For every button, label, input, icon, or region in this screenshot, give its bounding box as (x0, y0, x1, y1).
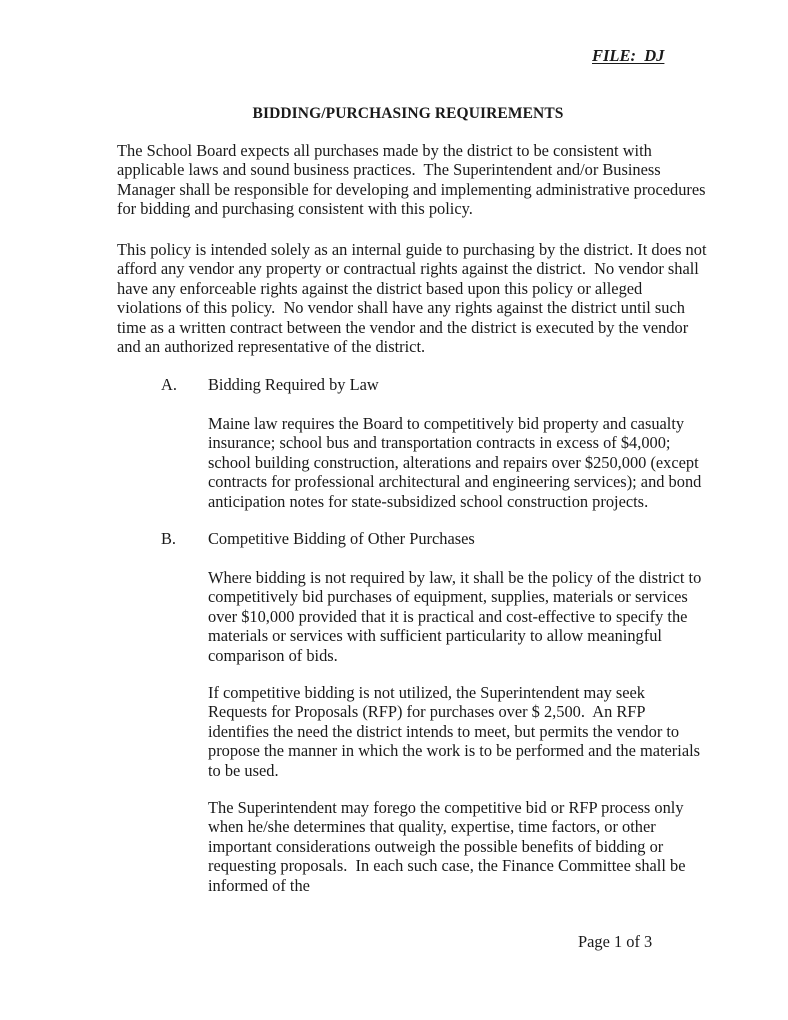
section-b-letter: B. (161, 529, 177, 548)
page-number: Page 1 of 3 (578, 932, 653, 951)
paragraph-line: Manager shall be responsible for developing and implementing administrative procedures (117, 179, 706, 199)
file-code-label: FILE: DJ (592, 46, 665, 65)
section-a-paragraph-1 (208, 414, 701, 511)
section-a-letter: A. (161, 375, 177, 394)
paragraph-line: contracts for professional architectural and engineering services); and bond (208, 472, 702, 492)
paragraph-line: The Superintendent may forego the competitive bid or RFP process only (208, 798, 684, 817)
section-b-paragraph-3 (208, 798, 685, 895)
section-b-paragraph-1 (208, 568, 701, 665)
paragraph-line: identifies the need the district intends to meet, but permits the vendor to (208, 721, 680, 741)
paragraph-line: Requests for Proposals (RFP) for purchases over $ 2,500. An RFP (208, 702, 646, 722)
paragraph-line: The School Board expects all purchases made by the district to be consistent with (117, 141, 652, 160)
section-a-heading: Bidding Required by Law (208, 375, 379, 394)
paragraph-line: comparison of bids. (208, 645, 338, 665)
paragraph-line: when he/she determines that quality, expertise, time factors, or other (208, 817, 656, 837)
paragraph-line: Maine law requires the Board to competitively bid property and casualty (208, 414, 685, 433)
intro-paragraph-2 (117, 240, 707, 356)
paragraph-line: requesting proposals. In each such case, the Finance Committee shall be (208, 856, 686, 876)
paragraph-line: informed of the (208, 875, 310, 895)
paragraph-line: have any enforceable rights against the district based upon this policy or alleged (117, 278, 643, 298)
paragraph-line: time as a written contract between the vendor and the district is executed by the vendor (117, 317, 689, 337)
paragraph-line: If competitive bidding is not utilized, the Superintendent may seek (208, 683, 645, 702)
paragraph-line: propose the manner in which the work is to be performed and the materials (208, 741, 701, 761)
paragraph-line: materials or services with sufficient particularity to allow meaningful (208, 626, 662, 646)
paragraph-line: to be used. (208, 760, 279, 780)
paragraph-line: applicable laws and sound business practices. The Superintendent and/or Business (117, 160, 661, 180)
paragraph-line: competitively bid purchases of equipment, supplies, materials or services (208, 587, 688, 607)
section-b-paragraph-2 (208, 683, 700, 780)
paragraph-line: afford any vendor any property or contractual rights against the district. No vendor shall (117, 259, 699, 279)
intro-paragraph-1 (117, 141, 706, 219)
document-title: BIDDING/PURCHASING REQUIREMENTS (252, 105, 564, 122)
paragraph-line: violations of this policy. No vendor shall have any rights against the district until such (117, 298, 685, 318)
paragraph-line: This policy is intended solely as an internal guide to purchasing by the district. It does not (117, 240, 707, 259)
paragraph-line: over $10,000 provided that it is practical and cost-effective to specify the (208, 606, 688, 626)
paragraph-line: anticipation notes for state-subsidized school construction projects. (208, 491, 649, 511)
paragraph-line: Where bidding is not required by law, it shall be the policy of the district to (208, 568, 702, 587)
paragraph-line: school building construction, alterations and repairs over $250,000 (except (208, 452, 699, 472)
paragraph-line: important considerations outweigh the possible benefits of bidding or (208, 836, 664, 856)
section-b-heading: Competitive Bidding of Other Purchases (208, 529, 475, 548)
paragraph-line: insurance; school bus and transportation contracts in excess of $4,000; (208, 433, 671, 453)
paragraph-line: and an authorized representative of the district. (117, 337, 426, 357)
paragraph-line: for bidding and purchasing consistent with this policy. (117, 199, 473, 219)
